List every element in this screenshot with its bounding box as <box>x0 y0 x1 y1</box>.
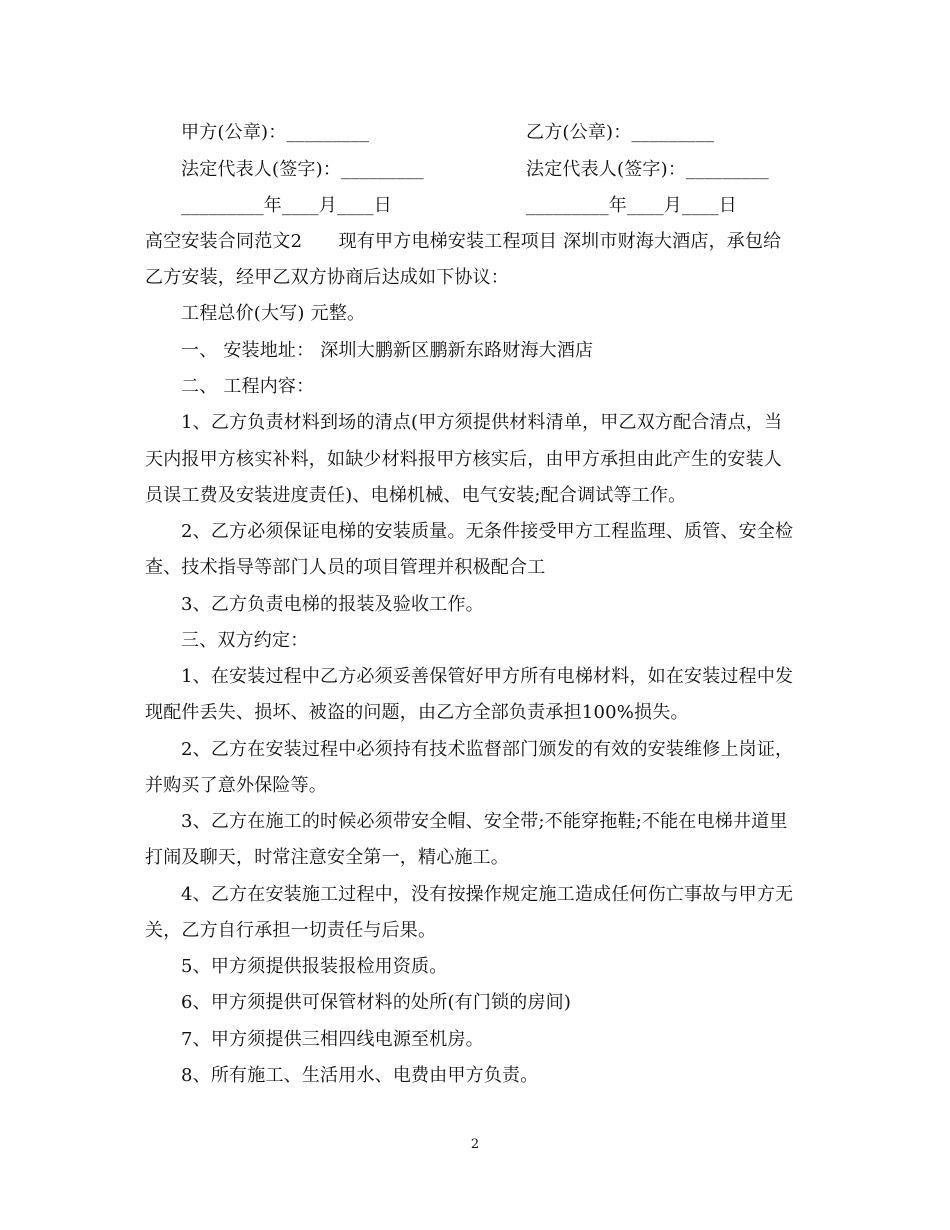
paragraph-line: 1、在安装过程中乙方必须妥善保管好甲方所有电梯材料，如在安装过程中发 <box>181 666 794 687</box>
paragraph-line: 员误工费及安装进度责任)、电梯机械、电气安装;配合调试等工作。 <box>145 485 687 506</box>
paragraph-line: 现配件丢失、损坏、被盗的问题，由乙方全部负责承担100%损失。 <box>145 702 689 723</box>
paragraph-line: 并购买了意外保险等。 <box>145 775 327 796</box>
paragraph-line: 6、甲方须提供可保管材料的处所(有门锁的房间) <box>181 992 572 1013</box>
paragraph-line: 3、乙方在施工的时候必须带安全帽、安全带;不能穿拖鞋;不能在电梯井道里 <box>181 811 788 832</box>
paragraph-line: 关，乙方自行承担一切责任与后果。 <box>145 920 437 941</box>
paragraph-line: 乙方安装，经甲乙双方协商后达成如下协议： <box>145 267 509 288</box>
party-a-date: _________年____月____日 <box>181 195 392 216</box>
paragraph-line: 7、甲方须提供三相四线电源至机房。 <box>181 1029 484 1050</box>
paragraph-line: 3、乙方负责电梯的报装及验收工作。 <box>181 594 484 615</box>
paragraph-line: 2、乙方在安装过程中必须持有技术监督部门颁发的有效的安装维修上岗证， <box>181 739 794 760</box>
paragraph-line: 4、乙方在安装施工过程中，没有按操作规定施工造成任何伤亡事故与甲方无 <box>181 884 794 905</box>
paragraph-line: 1、乙方负责材料到场的清点(甲方须提供材料清单，甲乙双方配合清点，当 <box>181 412 783 433</box>
paragraph-line: 工程总价(大写) 元整。 <box>181 303 366 324</box>
paragraph-line: 打闹及聊天，时常注意安全第一，精心施工。 <box>145 847 509 868</box>
party-b-date: _________年____月____日 <box>526 195 737 216</box>
paragraph-line: 8、所有施工、生活用水、电费由甲方负责。 <box>181 1065 539 1086</box>
paragraph-line: 高空安装合同范文2 现有甲方电梯安装工程项目 深圳市财海大酒店，承包给 <box>145 231 782 252</box>
section-heading: 一、 安装地址： 深圳大鹏新区鹏新东路财海大酒店 <box>181 340 594 361</box>
paragraph-line: 查、技术指导等部门人员的项目管理并积极配合工 <box>145 557 546 578</box>
party-b-seal: 乙方(公章)：_________ <box>526 122 715 143</box>
paragraph-line: 天内报甲方核实补料，如缺少材料报甲方核实后，由甲方承担由此产生的安装人 <box>145 449 782 470</box>
paragraph-line: 5、甲方须提供报装报检用资质。 <box>181 956 448 977</box>
paragraph-line: 2、乙方必须保证电梯的安装质量。无条件接受甲方工程监理、质管、安全检 <box>181 521 794 542</box>
party-a-seal: 甲方(公章)：_________ <box>181 122 370 143</box>
section-heading: 二、 工程内容： <box>181 376 315 397</box>
party-b-representative: 法定代表人(签字)：_________ <box>526 159 769 180</box>
page-number: 2 <box>470 1137 480 1152</box>
section-heading: 三、双方约定： <box>181 630 309 651</box>
party-a-representative: 法定代表人(签字)：_________ <box>181 159 424 180</box>
